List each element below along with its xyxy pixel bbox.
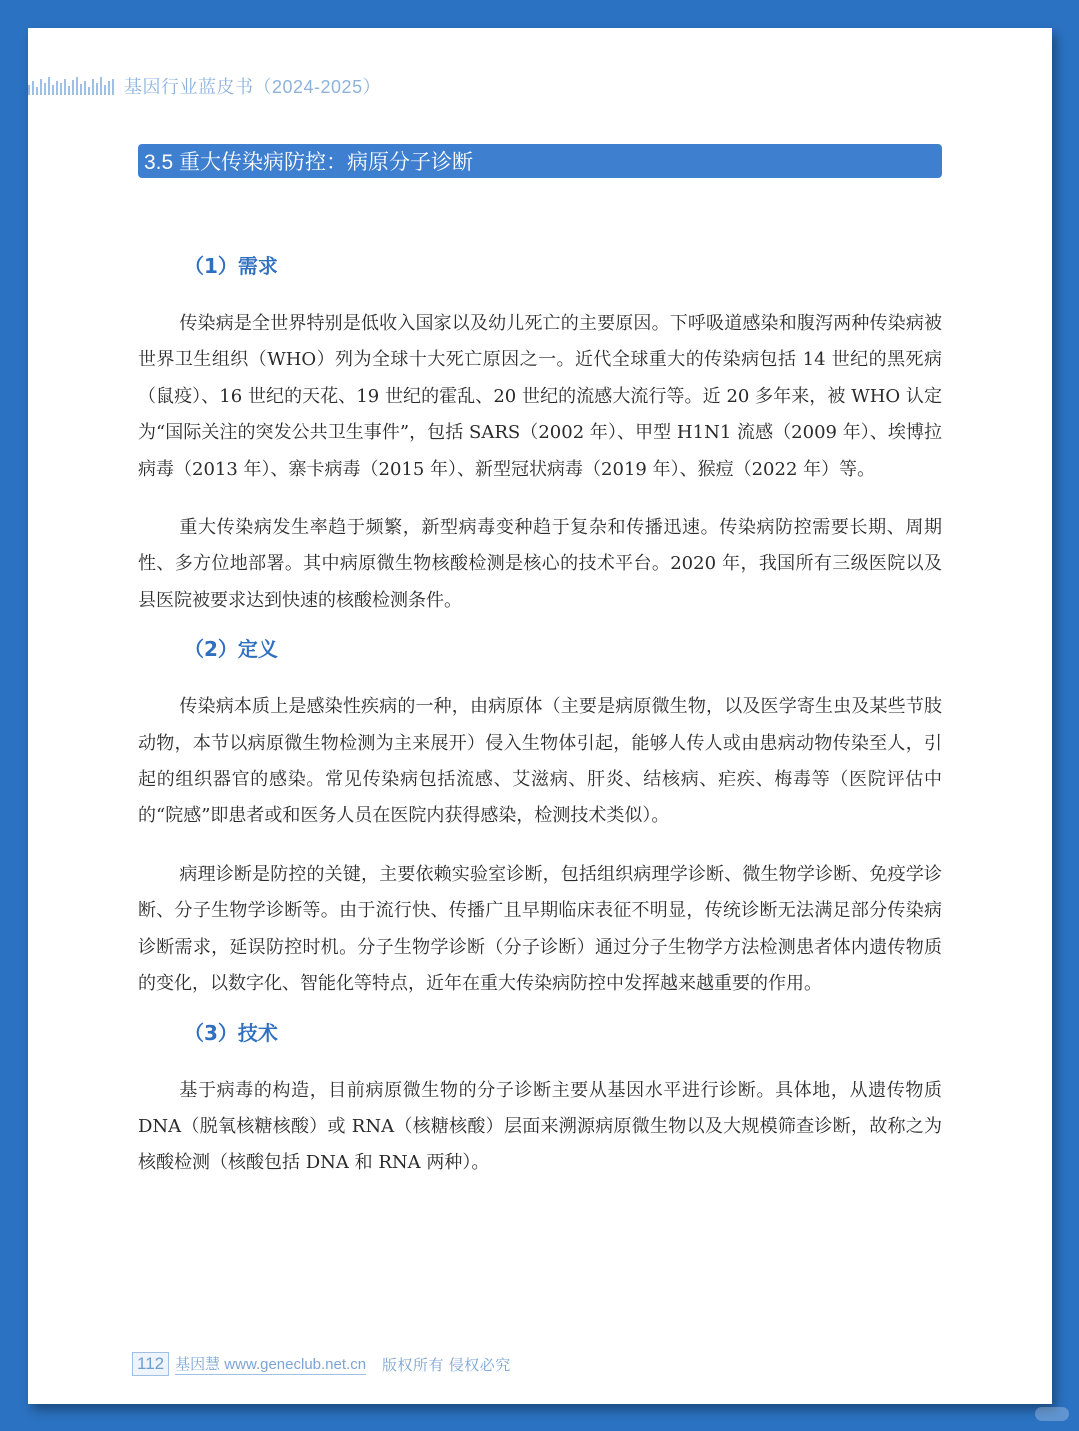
running-title: 基因行业蓝皮书（2024-2025） xyxy=(124,77,382,97)
running-header xyxy=(28,74,381,98)
barcode-ornament xyxy=(28,77,114,95)
document-page xyxy=(28,28,1052,1404)
paragraph: 重大传染病发生率趋于频繁，新型病毒变种趋于复杂和传播迅速。传染病防控需要长期、周期性、多方位地部署。其中病原微生物核酸检测是核心的技术平台。2020 年，我国所有三级医院以及县医院被要求达到快速的核酸检测条件。 xyxy=(138,517,942,611)
paragraph: 传染病是全世界特别是低收入国家以及幼儿死亡的主要原因。下呼吸道感染和腹泻两种传染病被世界卫生组织（WHO）列为全球十大死亡原因之一。近代全球重大的传染病包括 14 世纪的黑死病（鼠疫）、16 世纪的天花、19 世纪的霍乱、20 世纪的流感大流行等。近 20 多年来，被 WHO 认定为“国际关注的突发公共卫生事件”，包括 SARS（2002 年）、甲型 H1N1 流感（2009 年）、埃博拉病毒（2013 年）、寨卡病毒（2015 年）、新型冠状病毒（2019 年）、猴痘（2022 年）等。 xyxy=(138,313,942,480)
page-number: 112 xyxy=(132,1352,169,1376)
section-title-bar xyxy=(138,144,942,178)
paragraph: 传染病本质上是感染性疾病的一种，由病原体（主要是病原微生物，以及医学寄生虫及某些节肢动物，本节以病原微生物检测为主来展开）侵入生物体引起，能够人传人或由患病动物传染至人，引起的组织器官的感染。常见传染病包括流感、艾滋病、肝炎、结核病、疟疾、梅毒等（医院评估中的“院感”即患者或和医务人员在医院内获得感染，检测技术类似）。 xyxy=(138,696,942,827)
subsection-heading-demand: （1）需求 xyxy=(184,254,278,278)
footer-rights: 版权所有 侵权必究 xyxy=(382,1356,511,1374)
subsection-heading-definition: （2）定义 xyxy=(184,637,278,662)
page-footer xyxy=(132,1351,511,1377)
subsection-heading-technology: （3）技术 xyxy=(184,1020,278,1045)
paragraph: 病理诊断是防控的关键，主要依赖实验室诊断，包括组织病理学诊断、微生物学诊断、免疫学诊断、分子生物学诊断等。由于流行快、传播广且早期临床表征不明显，传统诊断无法满足部分传染病诊断需求，延误防控时机。分子生物学诊断（分子诊断）通过分子生物学方法检测患者体内遗传物质的变化，以数字化、智能化等特点，近年在重大传染病防控中发挥越来越重要的作用。 xyxy=(138,863,942,995)
article-body xyxy=(138,248,942,1182)
corner-watermark xyxy=(1035,1407,1069,1421)
footer-site: 基因慧 www.geneclub.net.cn xyxy=(175,1353,366,1375)
section-title: 3.5 重大传染病防控：病原分子诊断 xyxy=(144,151,474,174)
paragraph: 基于病毒的构造，目前病原微生物的分子诊断主要从基因水平进行诊断。具体地，从遗传物质 DNA（脱氧核糖核酸）或 RNA（核糖核酸）层面来溯源病原微生物以及大规模筛查诊断，故称之为核酸检测（核酸包括 DNA 和 RNA 两种）。 xyxy=(138,1079,942,1174)
